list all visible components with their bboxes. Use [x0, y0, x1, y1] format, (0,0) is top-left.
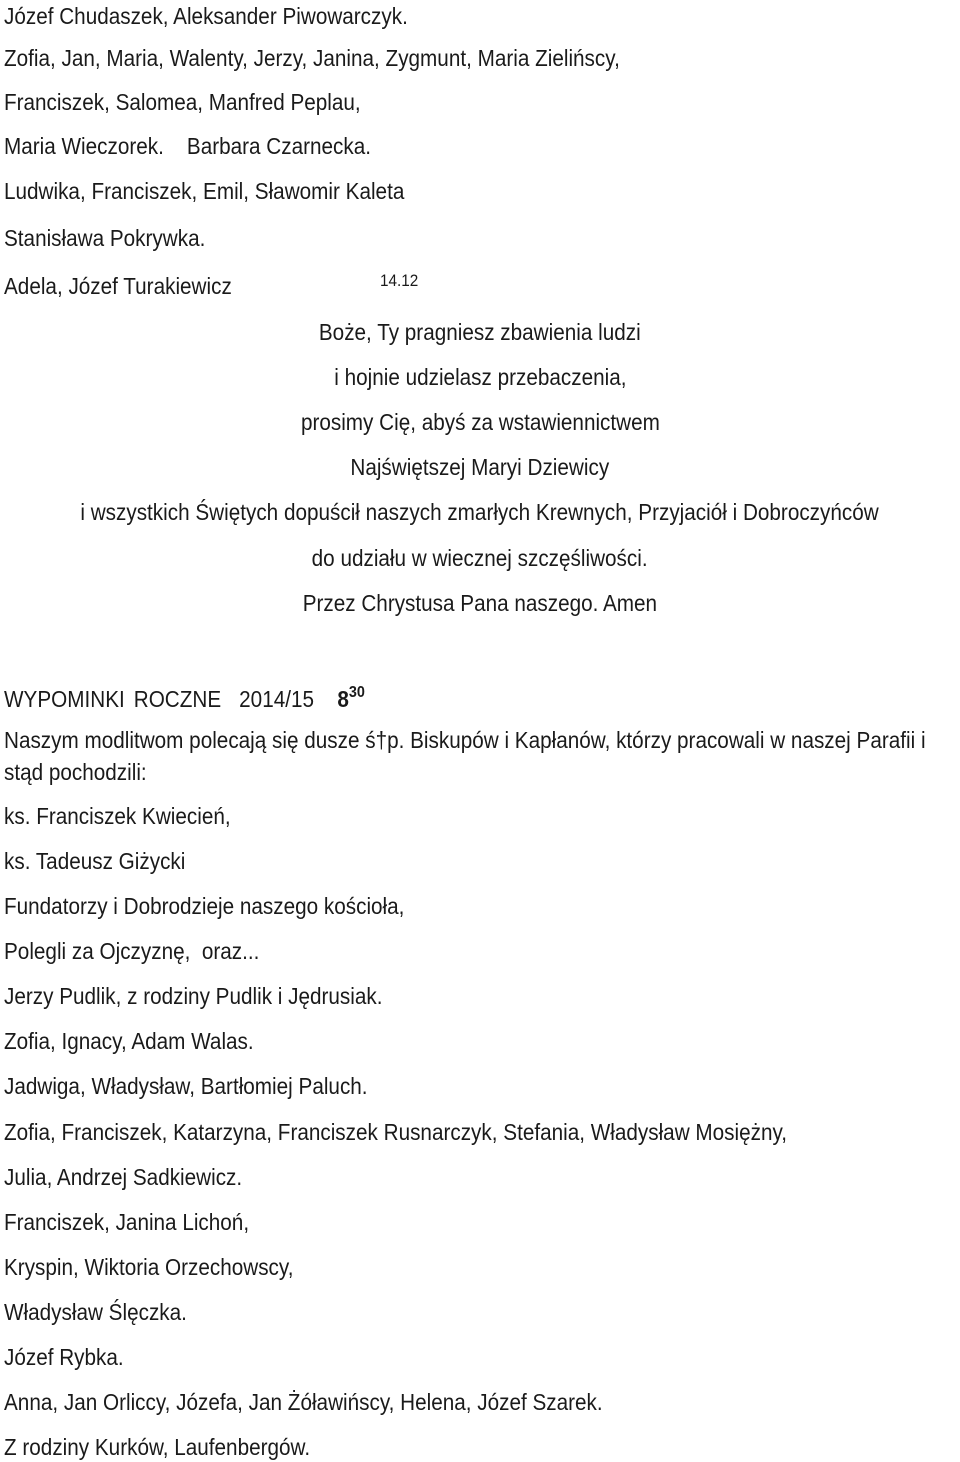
heading-year: 2014/15	[239, 686, 314, 712]
name-line: Franciszek, Janina Lichoń,	[4, 1209, 250, 1235]
name-line: Jadwiga, Władysław, Bartłomiej Paluch.	[4, 1073, 368, 1099]
name-line: ks. Tadeusz Giżycki	[4, 848, 186, 874]
date-label: 14.12	[380, 271, 419, 290]
name-line: Stanisława Pokrywka.	[4, 225, 206, 251]
heading-word: ROCZNE	[133, 686, 222, 712]
heading-time: $8^{30}$	[337, 684, 365, 712]
name-line: Zofia, Jan, Maria, Walenty, Jerzy, Janina, Zygmunt, Maria Zielińscy,	[4, 45, 620, 71]
heading-word: WYPOMINKI	[4, 686, 125, 712]
prayer-line: Boże, Ty pragniesz zbawienia ludzi	[319, 319, 641, 345]
section-heading	[4, 678, 365, 714]
name-line: Władysław Ślęczka.	[4, 1299, 187, 1325]
name-line: Julia, Andrzej Sadkiewicz.	[4, 1164, 243, 1190]
name-line: Józef Chudaszek, Aleksander Piwowarczyk.	[4, 3, 408, 29]
name-line: Franciszek, Salomea, Manfred Peplau,	[4, 89, 361, 115]
name-line: ks. Franciszek Kwiecień,	[4, 803, 231, 829]
name-line: Ludwika, Franciszek, Emil, Sławomir Kaleta	[4, 178, 405, 204]
name-line: Józef Rybka.	[4, 1344, 124, 1370]
name-line: Adela, Józef Turakiewicz	[4, 273, 232, 299]
prayer-line: i wszystkich Świętych dopuścił naszych zmarłych Krewnych, Przyjaciół i Dobroczyńców	[80, 499, 880, 525]
prayer-line: do udziału w wiecznej szczęśliwości.	[312, 545, 648, 571]
prayer-line: prosimy Cię, abyś za wstawiennictwem	[300, 409, 660, 435]
prayer-line: Przez Chrystusa Pana naszego. Amen	[302, 590, 658, 616]
name-line: Kryspin, Wiktoria Orzechowscy,	[4, 1254, 294, 1280]
prayer-line: i hojnie udzielasz przebaczenia,	[333, 364, 627, 390]
name-line: Polegli za Ojczyznę, oraz...	[4, 938, 260, 964]
name-line: Anna, Jan Orliccy, Józefa, Jan Żóławińscy, Helena, Józef Szarek.	[4, 1389, 603, 1415]
prayer-line: Najświętszej Maryi Dziewicy	[350, 454, 610, 480]
name-line: Zofia, Franciszek, Katarzyna, Franciszek Rusnarczyk, Stefania, Władysław Mosiężny,	[4, 1119, 788, 1145]
intro-paragraph: Naszym modlitwom polecają się dusze ś†p. Biskupów i Kapłanów, którzy pracowali w naszej Parafii i stąd pochodzili:	[4, 727, 926, 785]
name-line: Fundatorzy i Dobrodzieje naszego kościoła,	[4, 893, 405, 919]
name-line: Zofia, Ignacy, Adam Walas.	[4, 1028, 254, 1054]
name-line: Z rodziny Kurków, Laufenbergów.	[4, 1434, 311, 1460]
name-line: Maria Wieczorek. Barbara Czarnecka.	[4, 133, 371, 159]
name-line: Jerzy Pudlik, z rodziny Pudlik i Jędrusiak.	[4, 983, 383, 1009]
